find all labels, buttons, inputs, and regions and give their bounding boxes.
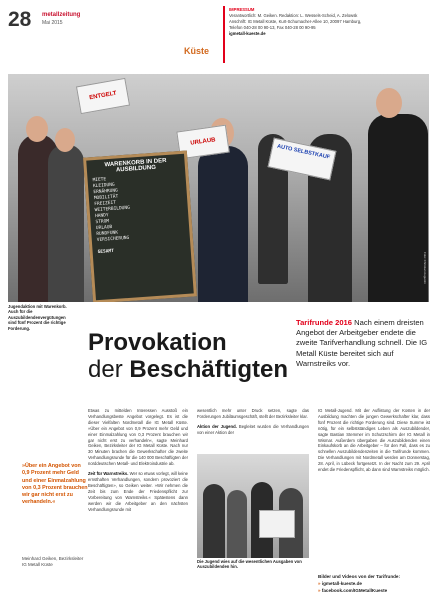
person-figure [48,144,84,302]
person-head [55,128,75,152]
impressum-line: Anschrift: IG Metall Küste, Kurt-Schumacher-Allee 10, 20097 Hamburg, [229,19,362,25]
article-column-1 [88,408,188,512]
links-label: Bilder und Videos von der Tarifrunde: [318,574,401,579]
column-text: Etwas zu mittelden Interessen Ausstoß ein Verhandlungsbeste Angebot vorgelegt. Es ist die dieser Vielfalten Nordmetall die IG Metall Küste. »Über ein Angebot von 0,9 Prozent mehr Geld und einer Einmalzahlung von 0,3 Prozent brauchen wir gar nicht erst zu verhandeln«, sagte Meinhard Geiken, Bezirksleiter der IG Metall Küste. Nach nur 30 Minuten brachen die Gewerkschafter die zweite Verhandlungsrunde für die 140 000 Beschäftigten der norddeutschen Metall- und Elektroindustrie ab. [88,408,188,467]
subheading: Aktion der Jugend. [197,423,237,429]
protest-sign: URLAUB [176,125,229,160]
quote-author: Meinhard Geiken, Bezirksleiter IG Metall Küste [22,556,84,567]
column-text: Wer so etwas vorlegt, will keine ernsthaften Verhandlungen, sondern provoziert die Beschäftigten», so Geiken weiter. »Wir nehmen die Zeit bis zum Ende der Friedenspflicht zur Vorbereitung von Warnstreiks.« Spätestens dann werden wir die Arbeitgeber an den nächsten Verhandlungsrunde mit [88,471,188,512]
page-number: 28 [8,8,32,31]
board-line: RUNDFUNK [96,230,119,238]
arrow-icon: » [318,580,321,586]
pull-quote [22,463,88,507]
person-figure [198,146,248,302]
board-line: STROM [95,219,110,226]
impressum [229,7,434,37]
impressum-heading: IMPRESSUM [229,7,255,12]
quote-text: »Über ein Angebot von 0,9 Prozent mehr Geld und einer Einmalzahlung von 0,3 Prozent brauchen wir gar nicht erst zu verhandeln.« [22,463,88,506]
media-links [318,574,430,594]
photo-caption: Jugendaktion mit Warenkorb. Auch für die Auszubildendenvergütungen sind fünf Prozent die richtige Forderung. [8,304,67,331]
protest-sign: AUTO SELBSTKAUF [268,138,337,181]
region-label: Küste [184,46,210,56]
facebook-link[interactable]: facebook.com/IGMetallKueste [321,587,388,593]
impressum-website-link[interactable]: igmetall-kueste.de [229,31,266,37]
board-heading: WARENKORB IN DER AUSBILDUNG [104,158,167,174]
column-text: IG Metall-Jugend. Mit der Auflistung der Kosten in der Ausbildung machten die jungen Gewerkschafter klar, dass fünf Prozent die richtige Forderung sind. Diese Summe ist nötig, für ein selbstständiges Leben als Auszubildender, sagte Bastian Stemmer im Schutzschirm der IG Metall in Wismar. Außerdem übergaben die Auszubildenden einen Einkaufskorb an die Arbeitgeber – für den Fall, dass es zu schnellen Auszubildendenzeiten in die Tarifrunde kommen. Die Verhandlungen mit Nordmetall werden am Donnerstag, 28. April, in Lübeck fortgesetzt. In der Nacht zum 29. April endet die Friedenspflicht, ab dann sind Warnstreiks möglich. [318,408,430,473]
protest-sign: ENTGELT [76,78,130,114]
arrow-icon: » [318,587,321,593]
secondary-photo-caption: Die Jugend wies auf die wesentlichen Ausgaben von Auszubildenden hin. [197,559,302,570]
impressum-line: Telefon 040-28 00 90-13, Fax 040-28 00 90-95 [229,25,316,31]
article-column-3 [318,408,430,473]
person-figure [203,484,225,558]
person-figure [227,490,247,558]
magazine-name: metallzeitung [42,12,81,18]
person-head [376,88,402,118]
warenkorb-chalkboard [83,151,197,302]
headline-line2 [88,357,288,383]
column-text: wesentlich mehr unter Druck setzen, sagte das Forderungen Jubiläumsgeschäft, stellt der Bezirksleiter klar. [197,408,309,419]
board-line: URLAUB [95,224,113,232]
column-text: Begleitet wurden die Verhandlungen von einer Aktion der [197,423,309,435]
board-line: FREIZEIT [94,200,117,208]
photo-credit: Foto: Christian Augustin [423,252,427,284]
board-line: KLEIDUNG [92,182,115,190]
lead-label: Tarifrunde 2016 [296,318,352,327]
issue-date: Mai 2015 [42,20,63,26]
board-line: ERNÄHRUNG [93,188,118,196]
warenkorb-box [259,510,295,538]
board-line: MOBILITÄT [93,194,119,202]
person-figure [368,114,428,302]
headline-word: der [88,356,123,383]
header-divider [223,6,225,63]
impressum-line: Verantwortlich: M. Geiken. Redaktion: L. Wessels-Scheid, A. Zelowsk [229,13,358,19]
board-line: HANDY [94,213,109,220]
board-line: VERSICHERUNG [96,235,130,244]
board-line: MIETE [92,177,107,184]
article-lead [296,318,430,369]
headline-line1: Provokation [88,329,227,356]
secondary-photo [197,454,309,558]
person-head [26,116,48,142]
board-line: WEITERBILDUNG [94,205,131,214]
lead-text: Nach einem dreisten Angebot der Arbeitgeber endete die zweite Tarifverhandlung schnell. Die IG Metall Küste bereitet sich auf Warnstreiks vor. [296,318,428,368]
headline-word-bold: Beschäftigten [129,356,289,383]
main-photo [8,74,429,302]
website-link[interactable]: igmetall-kueste.de [321,580,362,586]
article-column-2 [197,408,309,436]
subheading: Zeit für Warnstreiks. [88,471,129,477]
board-line: GESAMT [97,248,115,256]
